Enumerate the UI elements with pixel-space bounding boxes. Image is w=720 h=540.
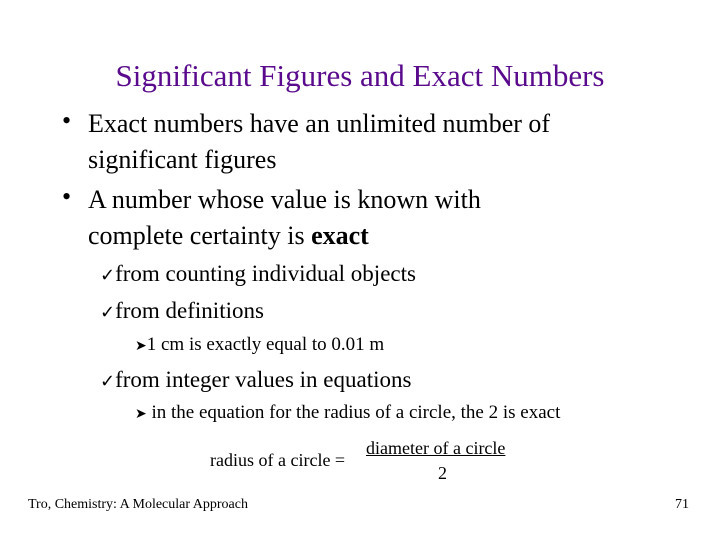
footer-source: Tro, Chemistry: A Molecular Approach: [28, 497, 248, 512]
check-item-1: [100, 256, 416, 294]
bullet-2-line-2: [88, 218, 481, 254]
check-item-text: from counting individual objects: [115, 261, 416, 286]
equation-numerator: diameter of a circle: [366, 438, 506, 458]
slide-title: Significant Figures and Exact Numbers: [115, 58, 605, 93]
bullet-2-bold-word: exact: [311, 221, 369, 250]
bullet-2-line-2-text: complete certainty is: [88, 221, 312, 250]
bullet-1-line-2: significant figures: [88, 145, 277, 174]
equation-lhs: radius of a circle =: [210, 450, 346, 470]
bullet-1: [88, 106, 550, 178]
check-mark-icon: ✓: [100, 265, 116, 286]
bullet-dot: •: [62, 182, 72, 211]
check-item-2: [100, 293, 264, 331]
page-number: 71: [675, 497, 689, 512]
bullet-2-line-1: A number whose value is known with: [88, 185, 481, 214]
arrow-bullet-icon: ➤: [135, 338, 147, 354]
bullet-2: [88, 182, 481, 254]
check-item-text: from definitions: [115, 298, 264, 323]
check-mark-icon: ✓: [100, 371, 116, 392]
bullet-dot: •: [62, 106, 72, 135]
equation-denominator: 2: [438, 463, 447, 483]
sub-point-text: in the equation for the radius of a circle, the 2 is exact: [151, 402, 561, 423]
sub-point-1: [135, 334, 384, 356]
arrow-bullet-icon: ➤: [135, 406, 147, 422]
sub-point-2: [135, 402, 560, 424]
check-item-3: [100, 362, 411, 400]
check-item-text: from integer values in equations: [115, 367, 412, 392]
bullet-1-line-1: Exact numbers have an unlimited number of: [88, 109, 551, 138]
check-mark-icon: ✓: [100, 302, 116, 323]
sub-point-text: 1 cm is exactly equal to 0.01 m: [146, 334, 385, 355]
